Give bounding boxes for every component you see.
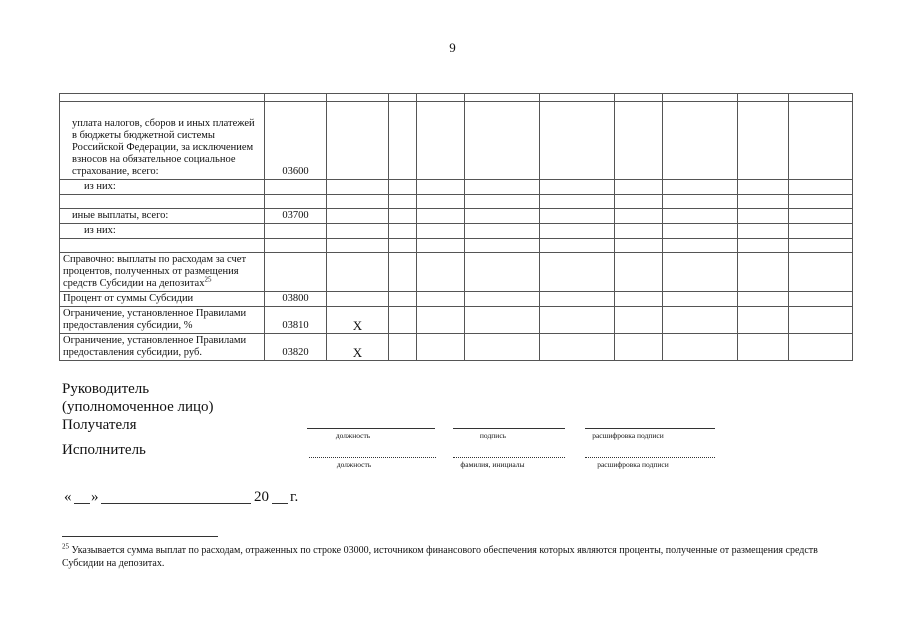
table-cell <box>465 253 540 292</box>
table-cell <box>327 224 389 239</box>
table-cell <box>663 102 738 180</box>
table-cell <box>789 180 853 195</box>
table-cell <box>540 195 615 209</box>
table-cell <box>540 180 615 195</box>
table-cell <box>615 209 663 224</box>
executor-caption-decoding: расшифровка подписи <box>597 460 669 469</box>
row-label <box>60 239 265 253</box>
page-number: 9 <box>449 40 456 55</box>
table-body <box>60 94 853 361</box>
executor-name-line <box>453 457 565 458</box>
table-row <box>60 292 853 307</box>
table-cell <box>615 334 663 361</box>
table-cell <box>465 195 540 209</box>
date-year-prefix: 20 <box>254 489 269 505</box>
table-row <box>60 334 853 361</box>
date-month-line <box>101 503 251 504</box>
table-cell <box>465 102 540 180</box>
table-cell <box>417 334 465 361</box>
table-cell <box>417 195 465 209</box>
table-cell <box>615 307 663 334</box>
footnote-text: Указывается сумма выплат по расходам, отраженных по строке 03000, источником финансового обеспечения которых являются проценты, полученные от размещения средств Субсидии на депозитах. <box>62 545 818 569</box>
date-close-quote: » <box>91 489 99 505</box>
row-label: Процент от суммы Субсидии <box>60 292 265 307</box>
table-cell <box>663 94 738 102</box>
table-cell <box>789 195 853 209</box>
table-cell <box>663 334 738 361</box>
table-cell <box>465 307 540 334</box>
table-cell <box>417 307 465 334</box>
table-cell <box>417 239 465 253</box>
head-label <box>62 380 214 434</box>
head-line-1: Руководитель <box>62 381 150 397</box>
table-cell <box>389 224 417 239</box>
table-cell <box>417 180 465 195</box>
head-caption-signature: подпись <box>479 431 507 440</box>
table-cell <box>663 239 738 253</box>
table-cell <box>327 292 389 307</box>
row-code <box>265 195 327 209</box>
table-cell <box>738 239 789 253</box>
row-label <box>60 195 265 209</box>
row-mark: X <box>327 307 389 334</box>
executor-caption-position: должность <box>336 460 372 469</box>
row-label-text: Справочно: выплаты по расходам за счет процентов, полученных от размещения средств Субсидии на депозитах <box>63 254 247 289</box>
table-row <box>60 180 853 195</box>
table-cell <box>738 180 789 195</box>
table-cell <box>389 209 417 224</box>
table-cell <box>540 102 615 180</box>
table-cell <box>327 253 389 292</box>
table-cell <box>615 224 663 239</box>
head-signature-line <box>453 428 565 429</box>
table-cell <box>738 307 789 334</box>
table-cell <box>738 209 789 224</box>
table-cell <box>663 292 738 307</box>
head-decoding-line <box>585 428 715 429</box>
head-position-line <box>307 428 435 429</box>
row-code <box>265 224 327 239</box>
table-cell <box>789 224 853 239</box>
table-cell <box>465 292 540 307</box>
table-row <box>60 102 853 180</box>
table-cell <box>540 209 615 224</box>
table-row <box>60 307 853 334</box>
table-cell <box>615 239 663 253</box>
table-cell <box>389 307 417 334</box>
table-cell <box>540 253 615 292</box>
table-cell <box>327 239 389 253</box>
table-cell <box>663 209 738 224</box>
table-cell <box>389 334 417 361</box>
table-cell <box>738 94 789 102</box>
table-cell <box>615 253 663 292</box>
row-label: иные выплаты, всего: <box>60 209 265 224</box>
table-cell <box>417 292 465 307</box>
row-code <box>265 253 327 292</box>
head-caption-position: должность <box>335 431 371 440</box>
row-code <box>265 180 327 195</box>
table-cell <box>663 224 738 239</box>
date-open-quote: « <box>64 489 72 505</box>
row-label <box>60 253 265 292</box>
table-cell <box>789 209 853 224</box>
table-cell <box>663 180 738 195</box>
table-cell <box>417 209 465 224</box>
row-code: 03810 <box>265 307 327 334</box>
table-cell <box>738 102 789 180</box>
table-cell <box>465 334 540 361</box>
footnote-ref: 25 <box>204 275 212 284</box>
table-cell <box>789 253 853 292</box>
table-cell <box>327 195 389 209</box>
table-row <box>60 239 853 253</box>
table-cell <box>789 334 853 361</box>
table-cell <box>417 94 465 102</box>
table-cell <box>327 94 389 102</box>
table-cell <box>789 94 853 102</box>
row-label: из них: <box>60 224 265 239</box>
table-cell <box>327 102 389 180</box>
table-cell <box>738 195 789 209</box>
report-table <box>59 93 853 361</box>
table-cell <box>389 292 417 307</box>
table-cell <box>389 102 417 180</box>
table-cell <box>417 224 465 239</box>
row-label: из них: <box>60 180 265 195</box>
table-row <box>60 94 853 102</box>
row-code: 03600 <box>265 102 327 180</box>
row-code <box>265 94 327 102</box>
table-cell <box>615 180 663 195</box>
table-cell <box>465 94 540 102</box>
table-cell <box>417 253 465 292</box>
table-cell <box>789 292 853 307</box>
head-caption-decoding: расшифровка подписи <box>592 431 664 440</box>
table-cell <box>738 292 789 307</box>
date-year-line <box>272 503 288 504</box>
table-cell <box>327 209 389 224</box>
table-cell <box>465 239 540 253</box>
table-cell <box>389 253 417 292</box>
table-cell <box>615 94 663 102</box>
table-cell <box>738 334 789 361</box>
row-code: 03700 <box>265 209 327 224</box>
head-line-3: Получателя <box>62 417 137 433</box>
table-cell <box>789 102 853 180</box>
table-row <box>60 209 853 224</box>
table-cell <box>389 239 417 253</box>
table-cell <box>389 195 417 209</box>
executor-decoding-line <box>585 457 715 458</box>
row-label: уплата налогов, сборов и иных платежей в бюджеты бюджетной системы Российской Федерации, за исключением взносов на обязательное социальное страхование, всего: <box>60 102 265 180</box>
table-cell <box>789 307 853 334</box>
table-cell <box>540 292 615 307</box>
footnote-number: 25 <box>62 542 69 551</box>
table-cell <box>389 180 417 195</box>
table-row <box>60 195 853 209</box>
table-cell <box>789 239 853 253</box>
table-cell <box>540 307 615 334</box>
table-row <box>60 253 853 292</box>
table-cell <box>327 180 389 195</box>
table-cell <box>738 253 789 292</box>
table-cell <box>615 102 663 180</box>
executor-position-line <box>309 457 436 458</box>
head-line-2: (уполномоченное лицо) <box>62 399 214 415</box>
table-cell <box>540 239 615 253</box>
table-cell <box>417 102 465 180</box>
row-label: Ограничение, установленное Правилами предоставления субсидии, руб. <box>60 334 265 361</box>
date-year-suffix: г. <box>290 489 299 505</box>
table-cell <box>540 334 615 361</box>
row-label: Ограничение, установленное Правилами предоставления субсидии, % <box>60 307 265 334</box>
row-label <box>60 94 265 102</box>
table-row <box>60 224 853 239</box>
table-cell <box>663 307 738 334</box>
table-cell <box>465 180 540 195</box>
table-cell <box>540 224 615 239</box>
table-cell <box>540 94 615 102</box>
table-cell <box>465 224 540 239</box>
date-day-line <box>74 503 90 504</box>
table-cell <box>738 224 789 239</box>
table-cell <box>663 195 738 209</box>
row-mark: X <box>327 334 389 361</box>
executor-caption-name: фамилия, инициалы <box>460 460 525 469</box>
table-cell <box>389 94 417 102</box>
table-cell <box>663 253 738 292</box>
executor-label: Исполнитель <box>62 442 146 458</box>
footnote <box>62 544 857 570</box>
table-cell <box>615 292 663 307</box>
table-cell <box>465 209 540 224</box>
row-code: 03820 <box>265 334 327 361</box>
footnote-rule <box>62 536 218 537</box>
row-code <box>265 239 327 253</box>
table-cell <box>615 195 663 209</box>
row-code: 03800 <box>265 292 327 307</box>
